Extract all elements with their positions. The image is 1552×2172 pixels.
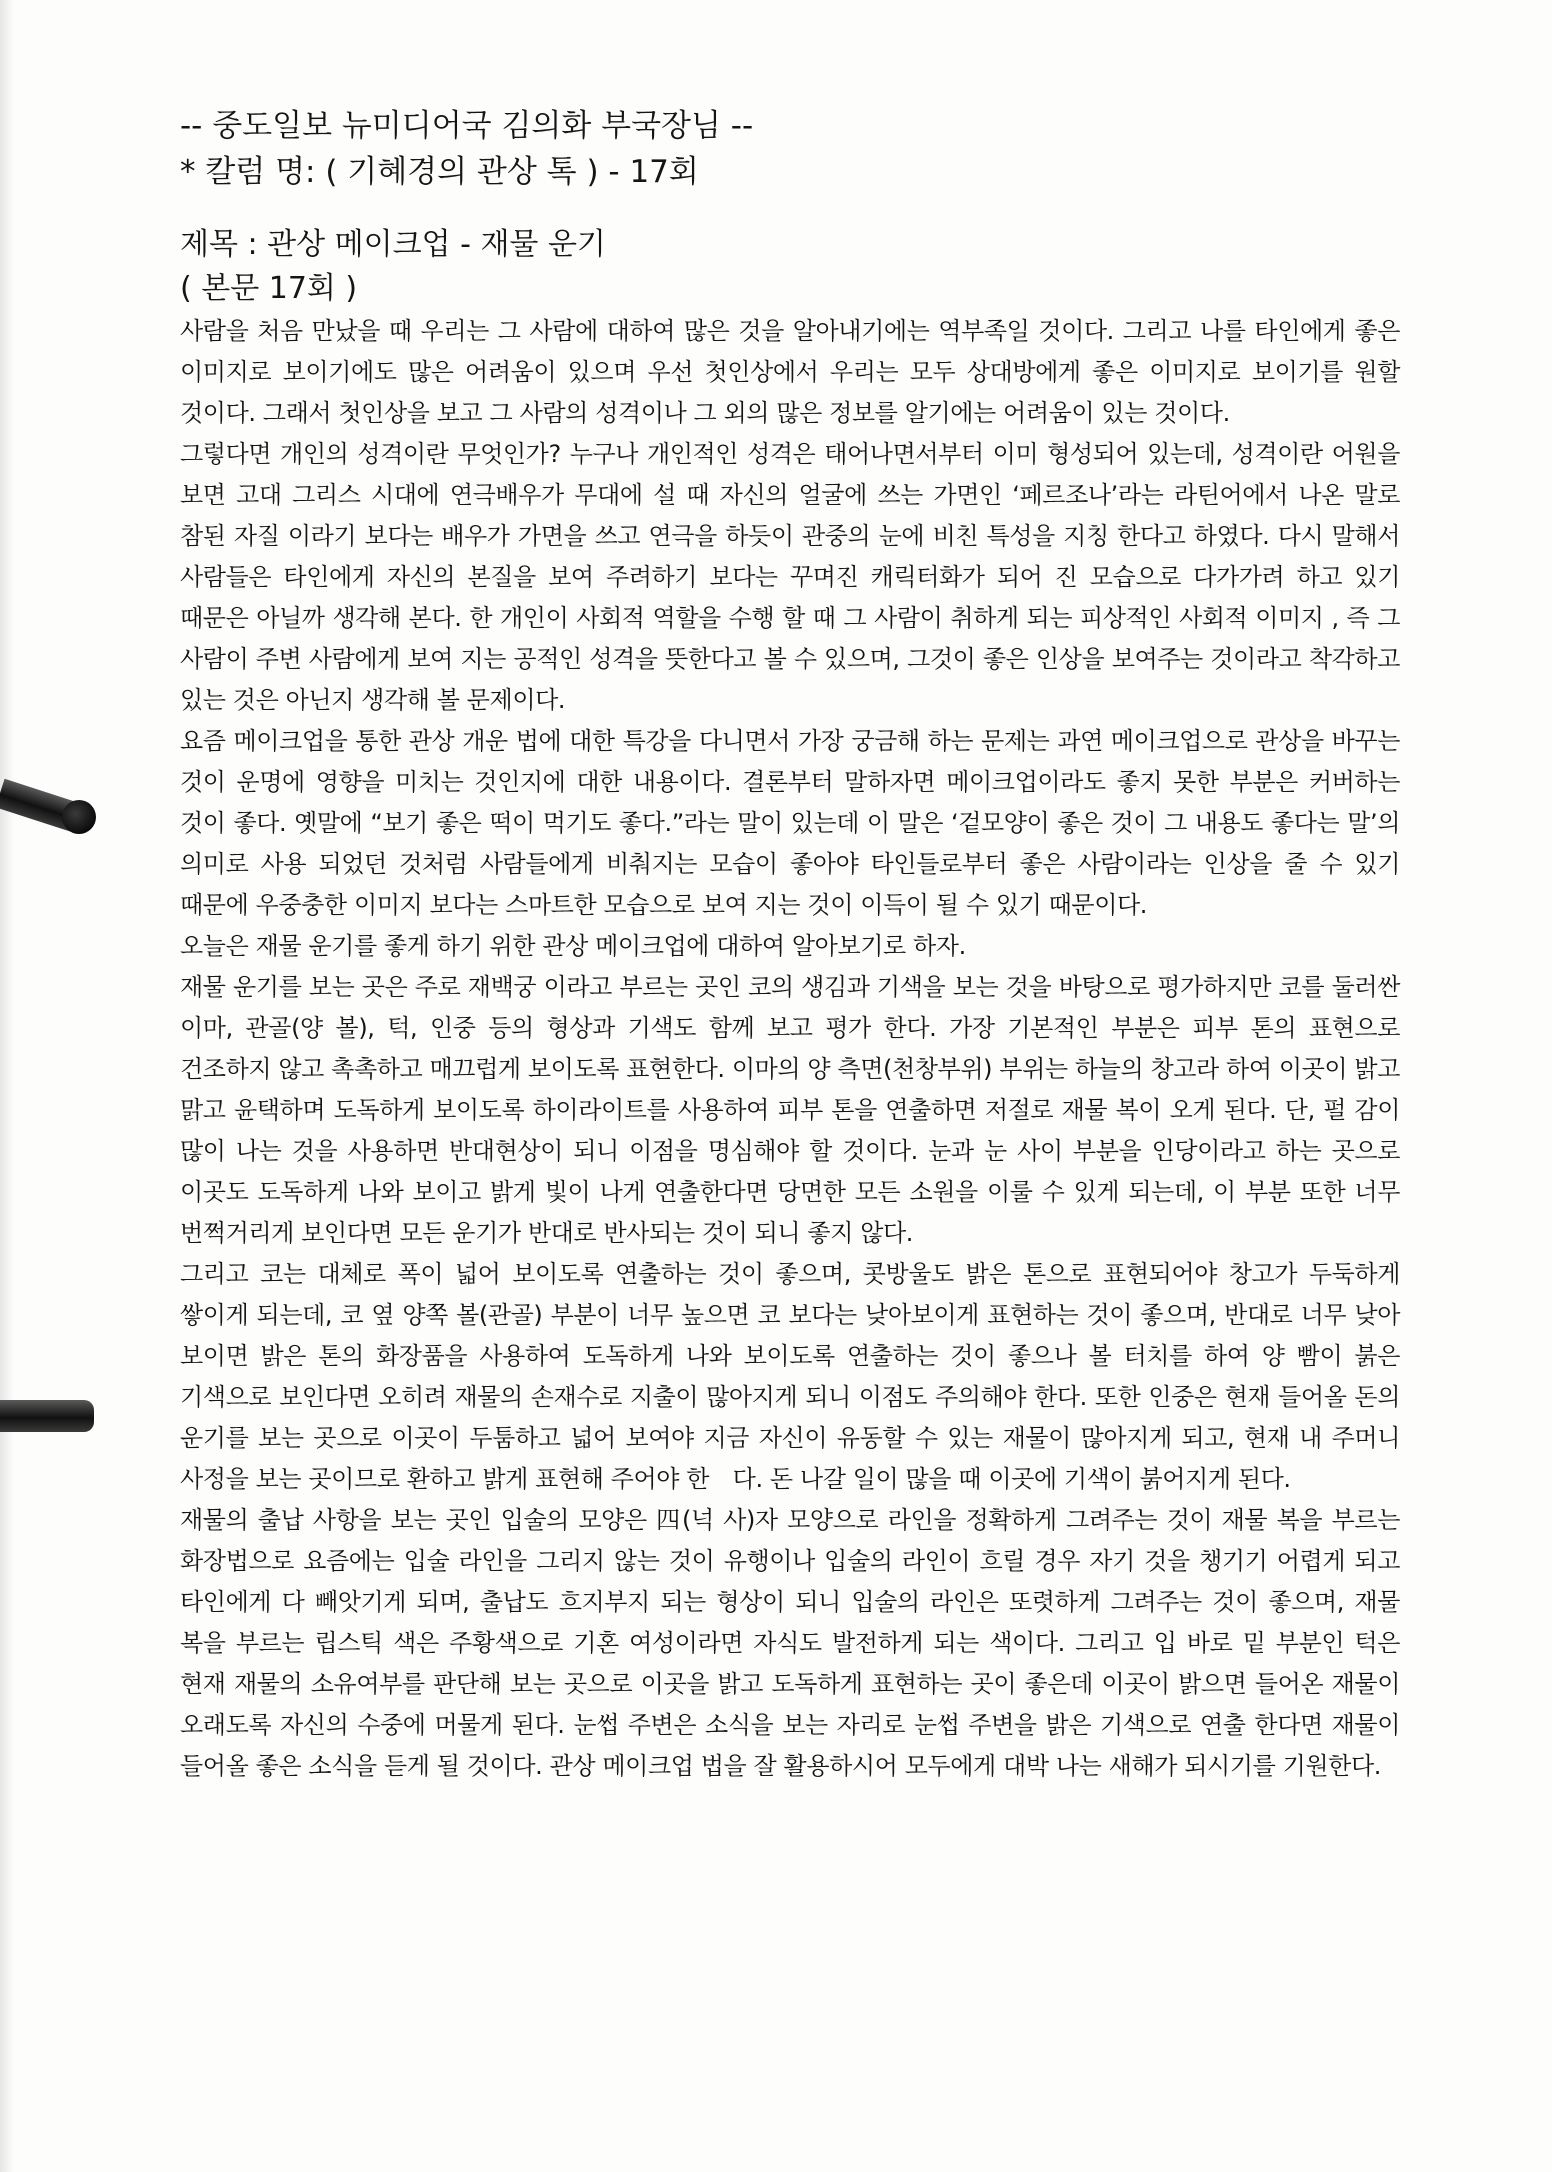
binder-clip-top-end <box>62 800 96 834</box>
binder-clip-bottom <box>0 1400 94 1432</box>
paragraph: 요즘 메이크업을 통한 관상 개운 법에 대한 특강을 다니면서 가장 궁금해 하는 문제는 과연 메이크업으로 관상을 바꾸는 것이 운명에 영향을 미치는 것인지에 대한 내용이다. 결론부터 말하자면 메이크업이라도 좋지 못한 부분은 커버하는 것이 좋다. 옛말에 “보기 좋은 떡이 먹기도 좋다.”라는 말이 있는데 이 말은 ‘겉모양이 좋은 것이 그 내용도 좋다는 말’의 의미로 사용 되었던 것처럼 사람들에게 비춰지는 모습이 좋아야 타인들로부터 좋은 사람이라는 인상을 줄 수 있기 때문에 우중충한 이미지 보다는 스마트한 모습으로 보여 지는 것이 이득이 될 수 있기 때문이다. <box>180 727 1401 919</box>
article-section-label: ( 본문 17회 ) <box>180 271 358 306</box>
paragraph: 재물 운기를 보는 곳은 주로 재백궁 이라고 부르는 곳인 코의 생김과 기색을 보는 것을 바탕으로 평가하지만 코를 둘러싼 이마, 관골(양 볼), 턱, 인중 등의 형상과 기색도 함께 보고 평가 한다. 가장 기본적인 부분은 피부 톤의 표현으로 건조하지 않고 촉촉하고 매끄럽게 보이도록 표현한다. 이마의 양 측면(천창부위) 부위는 하늘의 창고라 하여 이곳이 밝고 맑고 윤택하며 도독하게 보이도록 하이라이트를 사용하여 피부 톤을 연출하면 저절로 재물 복이 오게 된다. 단, 펄 감이 많이 나는 것을 사용하면 반대현상이 되니 이점을 명심해야 할 것이다. 눈과 눈 사이 부분을 인당이라고 하는 곳으로 이곳도 도독하게 나와 보이고 밝게 빛이 나게 연출한다면 당면한 모든 소원을 이룰 수 있게 되는데, 이 부분 또한 너무 번쩍거리게 보인다면 모든 운기가 반대로 반사되는 것이 되니 좋지 않다. <box>180 973 1400 1247</box>
article-body <box>180 311 1400 1787</box>
page-edge-shadow <box>0 0 14 2172</box>
paragraph: 사람을 처음 만났을 때 우리는 그 사람에 대하여 많은 것을 알아내기에는 역부족일 것이다. 그리고 나를 타인에게 좋은 이미지로 보이기에도 많은 어려움이 있으며 우선 첫인상에서 우리는 모두 상대방에게 좋은 이미지로 보이기를 원할 것이다. 그래서 첫인상을 보고 그 사람의 성격이나 그 외의 많은 정보를 알기에는 어려움이 있는 것이다. <box>180 317 1400 427</box>
newspaper-credit: -- 중도일보 뉴미디어국 김의화 부국장님 -- <box>180 108 754 144</box>
spacer <box>180 195 1400 223</box>
document-content <box>180 103 1400 1787</box>
paragraph: 그리고 코는 대체로 폭이 넓어 보이도록 연출하는 것이 좋으며, 콧방울도 밝은 톤으로 표현되어야 창고가 두둑하게 쌓이게 되는데, 코 옆 양쪽 볼(관골) 부분이 너무 높으면 코 보다는 낮아보이게 표현하는 것이 좋으며, 반대로 너무 낮아 보이면 밝은 톤의 화장품을 사용하여 도독하게 나와 보이도록 연출하는 것이 좋으나 볼 터치를 하여 양 빰이 붉은 기색으로 보인다면 오히려 재물의 손재수로 지출이 많아지게 되니 이점도 주의해야 한다. 또한 인중은 현재 들어올 돈의 운기를 보는 곳으로 이곳이 두툼하고 넓어 보여야 지금 자신이 유동할 수 있는 재물이 많아지게 되고, 현재 내 주머니 사정을 보는 곳이므로 환하고 밝게 표현해 주어야 한 다. 돈 나갈 일이 많을 때 이곳에 기색이 붉어지게 된다. <box>180 1260 1400 1493</box>
column-name: * 칼럼 명: ( 기혜경의 관상 톡 ) - 17회 <box>180 154 699 190</box>
paragraph: 그렇다면 개인의 성격이란 무엇인가? 누구나 개인적인 성격은 태어나면서부터 이미 형성되어 있는데, 성격이란 어원을 보면 고대 그리스 시대에 연극배우가 무대에 설 때 자신의 얼굴에 쓰는 가면인 ‘페르조나’라는 라틴어에서 나온 말로 참된 자질 이라기 보다는 배우가 가면을 쓰고 연극을 하듯이 관중의 눈에 비친 특성을 지칭 한다고 하였다. 다시 말해서 사람들은 타인에게 자신의 본질을 보여 주려하기 보다는 꾸며진 캐릭터화가 되어 진 모습으로 다가가려 하고 있기 때문은 아닐까 생각해 본다. 한 개인이 사회적 역할을 수행 할 때 그 사람이 취하게 되는 피상적인 사회적 이미지 , 즉 그 사람이 주변 사람에게 보여 지는 공적인 성격을 뜻한다고 볼 수 있으며, 그것이 좋은 인상을 보여주는 것이라고 착각하고 있는 것은 아닌지 생각해 볼 문제이다. <box>180 440 1401 714</box>
article-title: 제목 : 관상 메이크업 - 재물 운기 <box>180 227 606 262</box>
paragraph: 재물의 출납 사항을 보는 곳인 입술의 모양은 四(넉 사)자 모양으로 라인을 정확하게 그려주는 것이 재물 복을 부르는 화장법으로 요즘에는 입술 라인을 그리지 않는 것이 유행이나 입술의 라인이 흐릴 경우 자기 것을 챙기기 어렵게 되고 타인에게 다 빼앗기게 되며, 출납도 흐지부지 되는 형상이 되니 입술의 라인은 또렷하게 그려주는 것이 좋으며, 재물 복을 부르는 립스틱 색은 주황색으로 기혼 여성이라면 자식도 발전하게 되는 색이다. 그리고 입 바로 밑 부분인 턱은 현재 재물의 소유여부를 판단해 보는 곳으로 이곳을 밝고 도독하게 표현하는 곳이 좋은데 이곳이 밝으면 들어온 재물이 오래도록 자신의 수중에 머물게 된다. 눈썹 주변은 소식을 보는 자리로 눈썹 주변을 밝은 기색으로 연출 한다면 재물이 들어올 좋은 소식을 듣게 될 것이다. 관상 메이크업 법을 잘 활용하시어 모두에게 대박 나는 새해가 되시기를 기원한다. <box>180 1506 1401 1780</box>
paragraph: 오늘은 재물 운기를 좋게 하기 위한 관상 메이크업에 대하여 알아보기로 하자. <box>180 932 966 960</box>
